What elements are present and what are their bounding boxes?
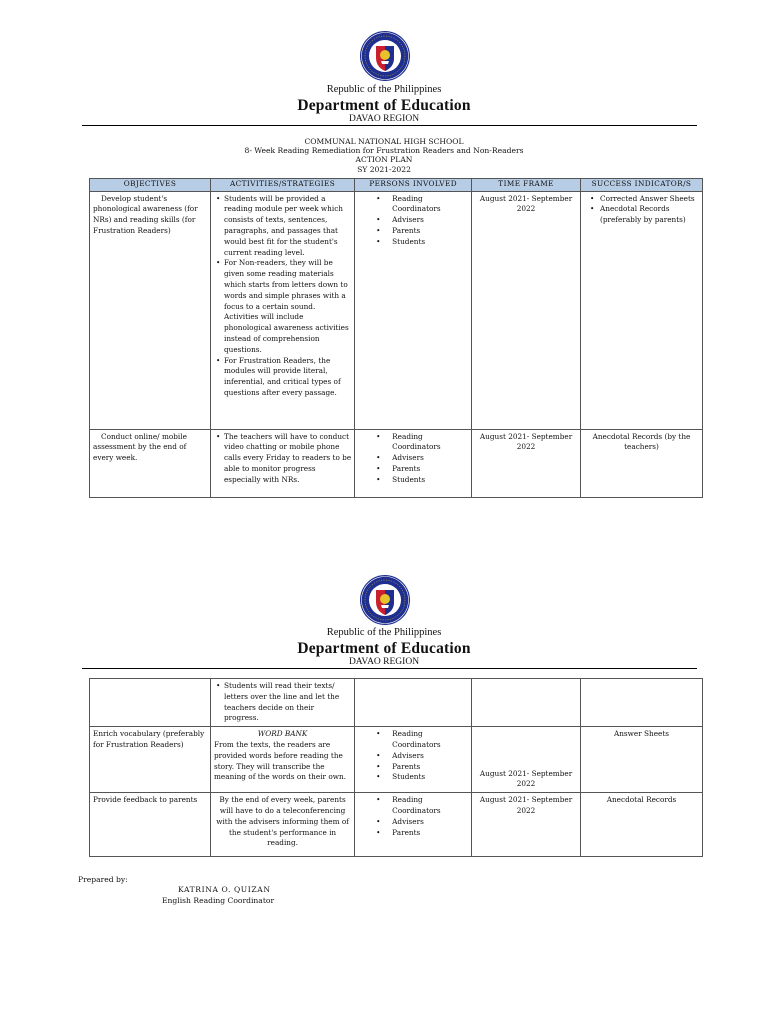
list-item: • Students xyxy=(392,772,468,783)
header-rule xyxy=(82,668,697,669)
school-year: SY 2021-2022 xyxy=(357,164,411,174)
indicator-cell xyxy=(580,191,702,429)
list-item: • Advisers xyxy=(392,751,468,762)
list-item: • Advisers xyxy=(392,215,468,226)
indicator-cell: Anecdotal Records (by the teachers) xyxy=(580,429,702,497)
time-frame-cell: August 2021- September 2022 xyxy=(472,727,581,793)
plan-subtitle: ACTION PLAN xyxy=(355,155,413,165)
indicator-cell: Anecdotal Records xyxy=(580,793,702,857)
activity-title: WORD BANK xyxy=(257,729,308,739)
persons-list xyxy=(358,194,468,248)
list-item: • Reading Coordinators xyxy=(392,729,468,751)
header-time-frame: TIME FRAME xyxy=(472,179,581,192)
objective-cell xyxy=(90,191,211,429)
list-item: • Students will be provided a reading module per week which consists of texts, sentences, paragraphs, and passages that would best fit for the student's current reading level. xyxy=(224,194,351,259)
objective-cell xyxy=(90,429,211,497)
region-label: DAVAO REGION xyxy=(348,657,420,667)
action-plan-table-continued xyxy=(89,678,703,857)
republic-label: Republic of the Philippines xyxy=(326,627,442,638)
persons-cell xyxy=(355,727,472,793)
list-item: • Parents xyxy=(392,226,468,237)
list-item: • Parents xyxy=(392,762,468,773)
list-item: • Parents xyxy=(392,464,468,475)
objective-text: Conduct online/ mobile assessment by the end of every week. xyxy=(93,431,187,463)
action-plan-table xyxy=(89,178,703,498)
table-row xyxy=(90,793,703,857)
table-row xyxy=(90,429,703,497)
list-item: • Anecdotal Records (preferably by parents) xyxy=(600,204,699,226)
document-page-2 xyxy=(0,560,768,1024)
list-item: • Students xyxy=(392,475,468,486)
objective-cell: Enrich vocabulary (preferably for Frustration Readers) xyxy=(90,727,211,793)
deped-seal-icon xyxy=(359,574,411,626)
school-name: COMMUNAL NATIONAL HIGH SCHOOL xyxy=(304,137,464,146)
list-item: • Parents xyxy=(392,828,468,839)
deped-seal-icon xyxy=(359,30,411,82)
objective-cell xyxy=(90,679,211,727)
list-item: • Students will read their texts/ letters over the line and let the teachers decide on their progress. xyxy=(224,681,351,724)
preparer-name: KATRINA O. QUIZAN xyxy=(178,885,271,894)
objective-text: Develop student's phonological awareness (for NRs) and reading skills (for Frustration Readers) xyxy=(93,193,198,235)
persons-list xyxy=(358,432,468,486)
list-item: • Reading Coordinators xyxy=(392,432,468,454)
list-item: • Corrected Answer Sheets xyxy=(600,194,699,205)
indicators-list xyxy=(584,194,699,226)
table-row xyxy=(90,727,703,793)
list-item: • Reading Coordinators xyxy=(392,795,468,817)
table-row xyxy=(90,679,703,727)
prepared-by-label: Prepared by: xyxy=(78,875,128,884)
indicator-cell: Answer Sheets xyxy=(580,727,702,793)
activities-list xyxy=(214,432,351,486)
indicator-cell xyxy=(580,679,702,727)
persons-cell xyxy=(355,429,472,497)
activities-cell: By the end of every week, parents will have to do a teleconferencing with the advisers informing them of the student's performance in reading. xyxy=(210,793,354,857)
persons-cell xyxy=(355,679,472,727)
list-item: • For Frustration Readers, the modules will provide literal, inferential, and critical types of questions after every passage. xyxy=(224,356,351,399)
persons-list xyxy=(358,729,468,783)
activities-list xyxy=(214,681,351,724)
header-objectives: OBJECTIVES xyxy=(90,179,211,192)
region-label: DAVAO REGION xyxy=(348,114,420,124)
list-item: • Advisers xyxy=(392,453,468,464)
header-persons: PERSONS INVOLVED xyxy=(355,179,472,192)
department-title: Department of Education xyxy=(297,97,471,114)
plan-title: 8- Week Reading Remediation for Frustration Readers and Non-Readers xyxy=(244,146,524,156)
list-item: • Reading Coordinators xyxy=(392,194,468,216)
preparer-position: English Reading Coordinator xyxy=(162,896,275,905)
department-title: Department of Education xyxy=(297,640,471,657)
table-row xyxy=(90,191,703,429)
list-item: • For Non-readers, they will be given some reading materials which starts from letters down to words and simple phrases with a focus to a certain sound. Activities will include phonological awareness activities instead of comprehension questions. xyxy=(224,258,351,355)
list-item: • Advisers xyxy=(392,817,468,828)
activities-list xyxy=(214,194,351,399)
header-activities: ACTIVITIES/STRATEGIES xyxy=(210,179,354,192)
list-item: • The teachers will have to conduct video chatting or mobile phone calls every Friday to readers to be able to monitor progress especially with NRs. xyxy=(224,432,351,486)
activity-text: From the texts, the readers are provided words before reading the story. They will transcribe the meaning of the words on their own. xyxy=(213,739,347,782)
persons-cell xyxy=(355,793,472,857)
table-header-row xyxy=(90,179,703,192)
activities-cell xyxy=(210,429,354,497)
republic-label: Republic of the Philippines xyxy=(326,84,442,95)
time-frame-cell: August 2021- September 2022 xyxy=(472,429,581,497)
list-item: • Students xyxy=(392,237,468,248)
header-success-indicators: SUCCESS INDICATOR/S xyxy=(580,179,702,192)
header-rule xyxy=(82,125,697,126)
time-frame-cell xyxy=(472,679,581,727)
activities-cell xyxy=(210,727,354,793)
activities-cell xyxy=(210,679,354,727)
objective-cell: Provide feedback to parents xyxy=(90,793,211,857)
time-frame-cell: August 2021- September 2022 xyxy=(472,191,581,429)
persons-cell xyxy=(355,191,472,429)
document-heading xyxy=(0,137,768,174)
persons-list xyxy=(358,795,468,838)
time-frame-cell: August 2021- September 2022 xyxy=(472,793,581,857)
activities-cell xyxy=(210,191,354,429)
